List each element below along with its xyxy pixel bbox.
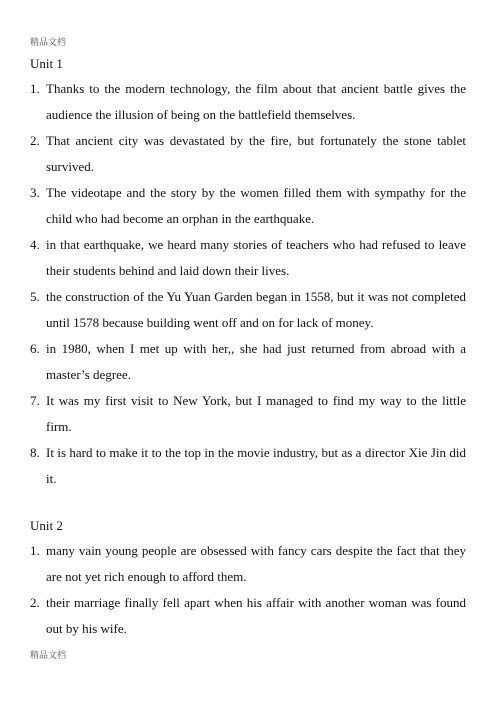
item-number: 8. <box>30 445 40 460</box>
item-number: 1. <box>30 81 40 96</box>
footer-watermark: 精品文档 <box>30 651 67 661</box>
unit-2-section <box>30 516 466 642</box>
item-number: 3. <box>30 185 40 200</box>
item-number: 2. <box>30 595 40 610</box>
list-item <box>30 180 466 232</box>
item-number: 2. <box>30 133 40 148</box>
list-item <box>30 538 466 590</box>
header-watermark: 精品文档 <box>30 38 67 48</box>
item-number: 4. <box>30 237 40 252</box>
item-text: the construction of the Yu Yuan Garden began in 1558, but it was not completed until 1578 because building went off and on for lack of money. <box>46 289 466 330</box>
item-text: in that earthquake, we heard many stories of teachers who had refused to leave their students behind and laid down their lives. <box>46 237 466 278</box>
item-text: their marriage finally fell apart when his affair with another woman was found out by his wife. <box>46 595 466 636</box>
item-text: many vain young people are obsessed with fancy cars despite the fact that they are not yet rich enough to afford them. <box>46 543 466 584</box>
item-text: It was my first visit to New York, but I managed to find my way to the little firm. <box>46 393 466 434</box>
item-text: The videotape and the story by the women filled them with sympathy for the child who had become an orphan in the earthquake. <box>46 185 466 226</box>
sentence-list <box>30 76 466 492</box>
item-text: That ancient city was devastated by the fire, but fortunately the stone tablet survived. <box>46 133 466 174</box>
item-number: 6. <box>30 341 40 356</box>
document-body <box>30 50 466 642</box>
list-item <box>30 440 466 492</box>
sentence-list <box>30 538 466 642</box>
item-number: 1. <box>30 543 40 558</box>
unit-1-section <box>30 54 466 492</box>
list-item <box>30 284 466 336</box>
unit-heading: Unit 1 <box>30 56 63 71</box>
item-text: It is hard to make it to the top in the movie industry, but as a director Xie Jin did it. <box>46 445 466 486</box>
list-item <box>30 336 466 388</box>
item-text: in 1980, when I met up with her,, she had just returned from abroad with a master’s degree. <box>46 341 466 382</box>
item-number: 5. <box>30 289 40 304</box>
item-number: 7. <box>30 393 40 408</box>
unit-heading: Unit 2 <box>30 518 63 533</box>
item-text: Thanks to the modern technology, the film about that ancient battle gives the audience the illusion of being on the battlefield themselves. <box>46 81 466 122</box>
list-item <box>30 128 466 180</box>
list-item <box>30 590 466 642</box>
list-item <box>30 232 466 284</box>
list-item <box>30 76 466 128</box>
list-item <box>30 388 466 440</box>
